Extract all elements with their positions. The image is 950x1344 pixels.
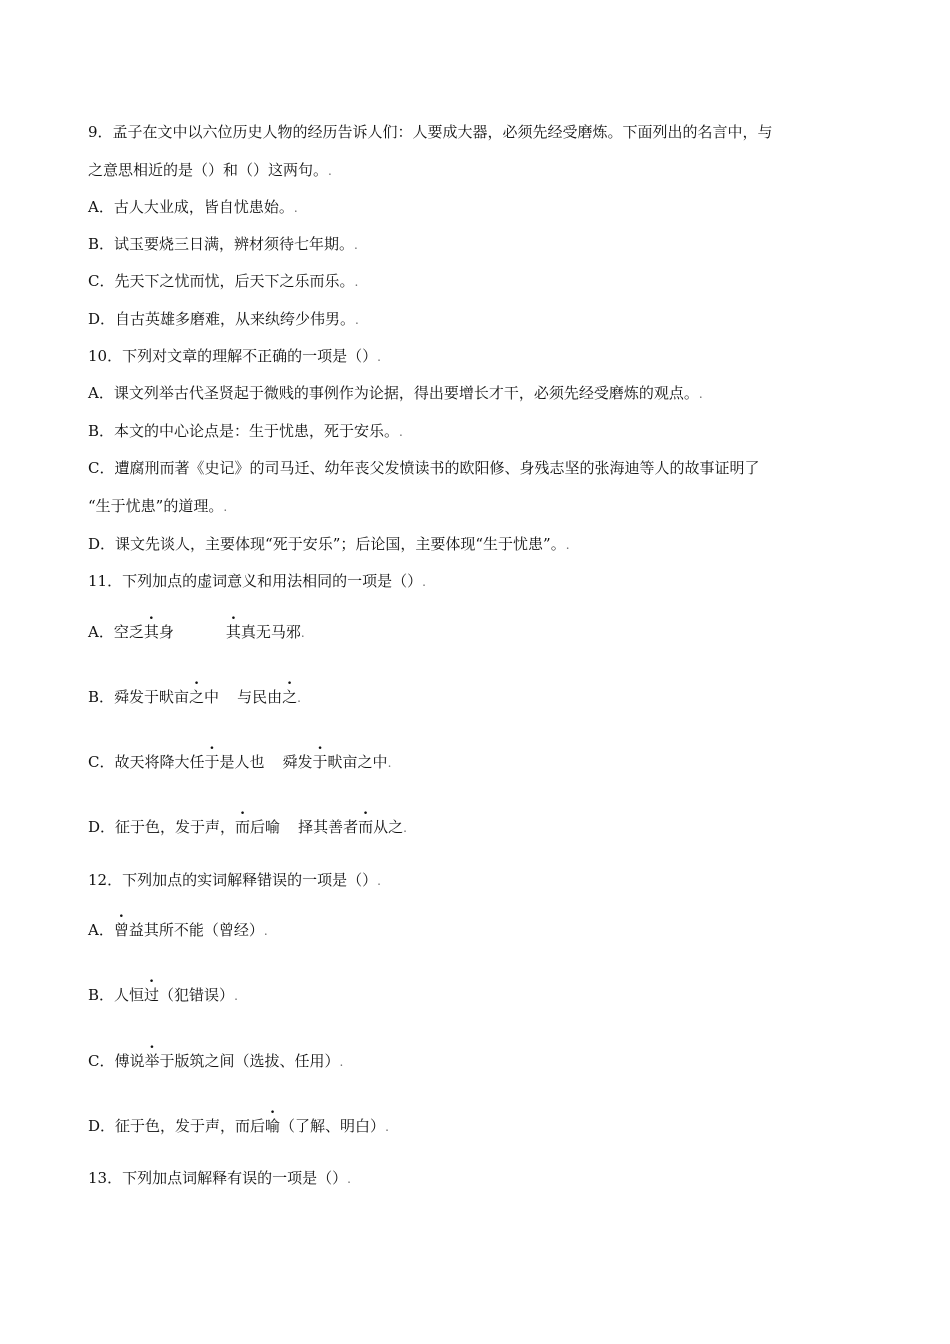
q12-option-c: C．傅说举于版筑之间（选拔、任用）. xyxy=(88,1052,344,1070)
emphasis-dot-word: 于 xyxy=(312,753,328,771)
emphasis-dot-word: 而 xyxy=(358,818,374,836)
q10-option-c: C．遭腐刑而著《史记》的司马迁、幼年丧父发愤读书的欧阳修、身残志坚的张海迪等人的故事证明了 xyxy=(88,459,760,477)
emphasis-dot-word: 于 xyxy=(204,753,220,771)
q9-option-b: B．试玉要烧三日满，辨材须待七年期。. xyxy=(88,235,358,253)
q11-stem: 11．下列加点的虚词意义和用法相同的一项是（）. xyxy=(88,572,426,590)
emphasis-dot-word: 之 xyxy=(189,688,205,706)
q10-option-a: A．课文列举古代圣贤起于微贱的事例作为论据，得出要增长才干，必须先经受磨炼的观点。. xyxy=(88,384,703,402)
emphasis-dot-word: 喻 xyxy=(265,1117,281,1135)
q10-option-b: B．本文的中心论点是：生于忧患，死于安乐。. xyxy=(88,422,403,440)
emphasis-dot-word: 其 xyxy=(225,623,241,641)
q9-option-c: C．先天下之忧而忧，后天下之乐而乐。. xyxy=(88,272,359,290)
q13-stem: 13．下列加点词解释有误的一项是（）. xyxy=(88,1169,351,1187)
q11-option-b: B．舜发于畎亩之中 与民由之. xyxy=(88,688,301,706)
q11-option-a: A．空乏其身 其真无马邪. xyxy=(88,623,305,641)
q12-option-b: B．人恒过（犯错误）. xyxy=(88,986,238,1004)
emphasis-dot-word: 其 xyxy=(143,623,159,641)
q12-option-d: D．征于色，发于声，而后喻（了解、明白）. xyxy=(88,1117,389,1135)
emphasis-dot-word: 过 xyxy=(144,986,160,1004)
q10-option-c-cont: “生于忧患”的道理。. xyxy=(88,497,228,515)
q12-stem: 12．下列加点的实词解释错误的一项是（）. xyxy=(88,871,381,889)
emphasis-dot-word: 举 xyxy=(144,1052,160,1070)
q11-option-d: D．征于色，发于声，而后喻 择其善者而从之. xyxy=(88,818,407,836)
emphasis-dot-word: 曾 xyxy=(113,921,129,939)
q9-stem-cont: 之意思相近的是（）和（）这两句。. xyxy=(88,161,332,179)
q10-stem: 10．下列对文章的理解不正确的一项是（）. xyxy=(88,347,381,365)
q9-option-a: A．古人大业成，皆自忧患始。. xyxy=(88,198,298,216)
emphasis-dot-word: 之 xyxy=(282,688,298,706)
q10-option-d: D．课文先谈人，主要体现“死于安乐”；后论国，主要体现“生于忧患”。. xyxy=(88,535,570,553)
q9-option-d: D．自古英雄多磨难，从来纨绔少伟男。. xyxy=(88,310,359,328)
q12-option-a: A．曾益其所不能（曾经）. xyxy=(88,921,268,939)
q11-option-c: C．故天将降大任于是人也 舜发于畎亩之中. xyxy=(88,753,392,771)
emphasis-dot-word: 而 xyxy=(235,818,251,836)
q9-stem: 9．孟子在文中以六位历史人物的经历告诉人们：人要成大器，必须先经受磨炼。下面列出的名言中，与 xyxy=(88,123,773,141)
